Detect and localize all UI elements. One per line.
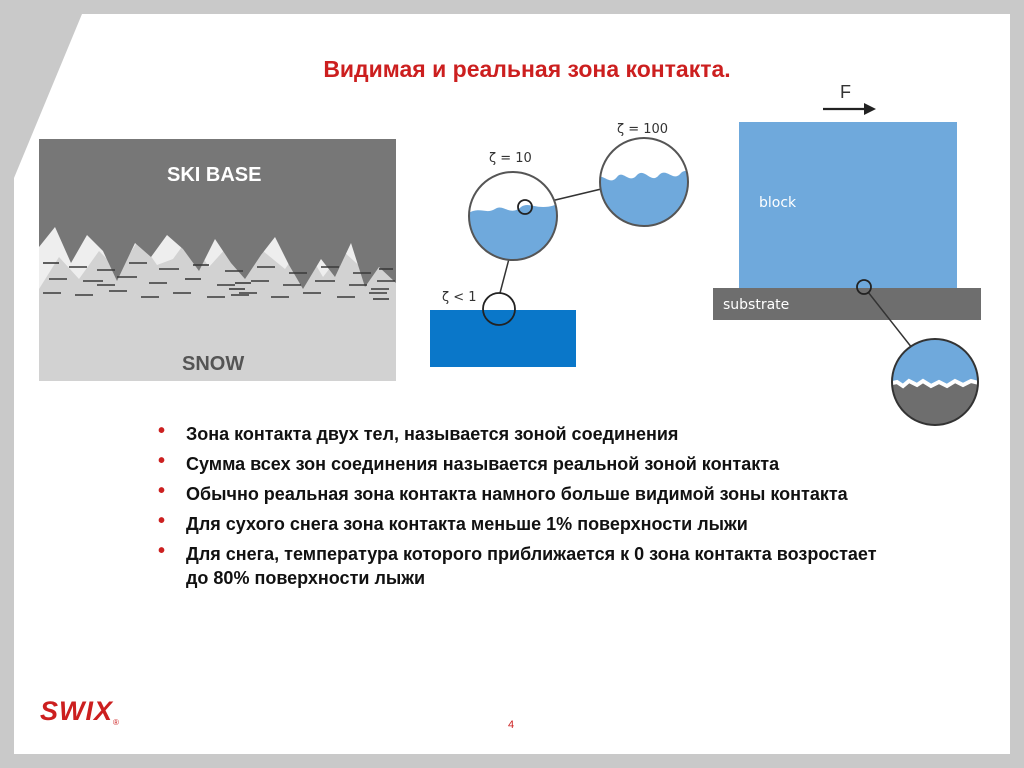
bullet-list <box>158 422 878 596</box>
bullet-dot: • <box>158 420 166 442</box>
substrate-label: substrate <box>723 297 790 313</box>
zeta-10-label: ζ = 10 <box>489 151 532 166</box>
circle-zeta-100 <box>595 135 695 235</box>
bullet-item: • Для снега, температура которого приближается к 0 зона контакта возростает до 80% поверхности лыжи <box>158 540 877 588</box>
bullet-item: • Сумма всех зон соединения называется реальной зоной контакта <box>158 450 780 474</box>
circle-zeta-lt1 <box>483 293 515 325</box>
ski-base-label: SKI BASE <box>167 164 262 186</box>
logo-text: SWIX <box>40 696 114 726</box>
zeta-100-label: ζ = 100 <box>617 122 669 137</box>
ski-snow-figure <box>39 139 396 381</box>
force-label: F <box>840 82 851 102</box>
bullet-dot: • <box>158 480 166 502</box>
bullet-item: • Для сухого снега зона контакта меньше 1% поверхности лыжи <box>158 510 748 534</box>
slide-title: Видимая и реальная зона контакта. <box>323 56 731 82</box>
force-arrow-head <box>864 103 876 115</box>
zeta-lt1-label: ζ < 1 <box>442 290 477 305</box>
zeta-figure <box>425 115 705 375</box>
block-figure <box>713 78 983 428</box>
bullet-dot: • <box>158 450 166 472</box>
bullet-item: • Обычно реальная зона контакта намного больше видимой зоны контакта <box>158 480 848 504</box>
block-label: block <box>759 195 797 211</box>
logo-trademark: ® <box>113 718 119 727</box>
circle-zeta-10 <box>465 170 565 275</box>
bullet-dot: • <box>158 540 166 562</box>
snow-label: SNOW <box>182 353 245 375</box>
page-number: 4 <box>508 719 515 731</box>
magnify-circle <box>888 336 983 428</box>
swix-logo <box>40 696 119 727</box>
bullet-dot: • <box>158 510 166 532</box>
bullet-item: • Зона контакта двух тел, называется зоной соединения <box>158 420 679 444</box>
